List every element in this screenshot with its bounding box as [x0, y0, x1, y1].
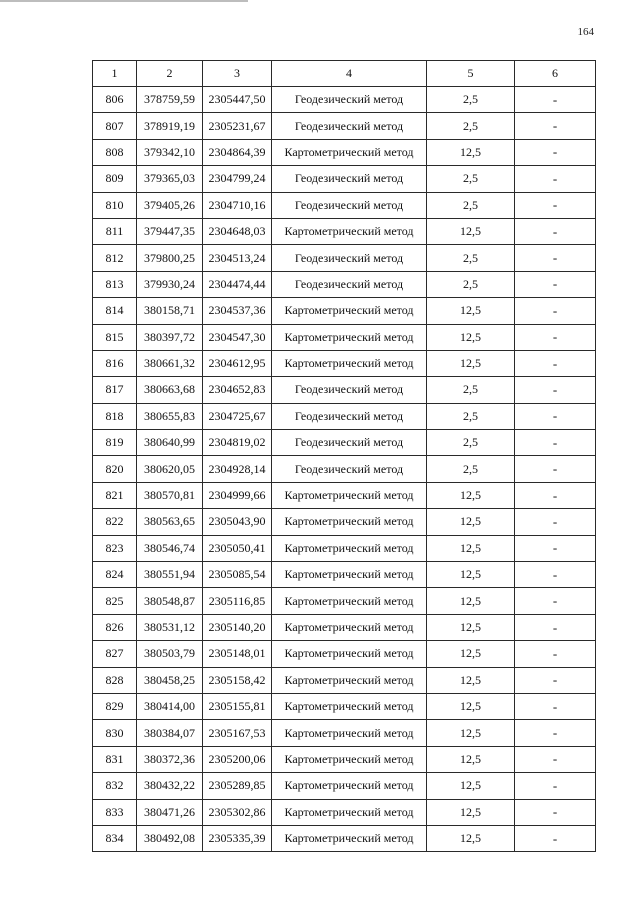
x-coordinate-cell: 380397,72	[137, 324, 203, 350]
page-number: 164	[577, 26, 594, 38]
x-coordinate-cell: 380414,00	[137, 693, 203, 719]
x-coordinate-cell: 380661,32	[137, 350, 203, 376]
method-cell: Картометрический метод	[272, 641, 427, 667]
method-cell: Картометрический метод	[272, 562, 427, 588]
table-row	[93, 192, 596, 218]
x-coordinate-cell: 379800,25	[137, 245, 203, 271]
table-header	[93, 61, 596, 87]
table-row	[93, 614, 596, 640]
header-cell-3: 3	[203, 61, 272, 87]
note-cell: -	[515, 350, 596, 376]
coordinates-table	[92, 60, 596, 852]
method-cell: Картометрический метод	[272, 667, 427, 693]
y-coordinate-cell: 2305231,67	[203, 113, 272, 139]
table-row	[93, 773, 596, 799]
note-cell: -	[515, 614, 596, 640]
note-cell: -	[515, 667, 596, 693]
accuracy-cell: 2,5	[427, 192, 515, 218]
x-coordinate-cell: 380432,22	[137, 773, 203, 799]
accuracy-cell: 2,5	[427, 166, 515, 192]
table-row	[93, 667, 596, 693]
method-cell: Картометрический метод	[272, 298, 427, 324]
y-coordinate-cell: 2304999,66	[203, 482, 272, 508]
x-coordinate-cell: 379365,03	[137, 166, 203, 192]
x-coordinate-cell: 379342,10	[137, 139, 203, 165]
point-number-cell: 816	[93, 350, 137, 376]
accuracy-cell: 12,5	[427, 773, 515, 799]
accuracy-cell: 12,5	[427, 139, 515, 165]
x-coordinate-cell: 380471,26	[137, 799, 203, 825]
x-coordinate-cell: 380158,71	[137, 298, 203, 324]
table-row	[93, 139, 596, 165]
point-number-cell: 818	[93, 403, 137, 429]
method-cell: Геодезический метод	[272, 456, 427, 482]
table-row	[93, 693, 596, 719]
method-cell: Картометрический метод	[272, 693, 427, 719]
point-number-cell: 825	[93, 588, 137, 614]
y-coordinate-cell: 2305447,50	[203, 87, 272, 113]
note-cell: -	[515, 218, 596, 244]
x-coordinate-cell: 380384,07	[137, 720, 203, 746]
y-coordinate-cell: 2304710,16	[203, 192, 272, 218]
note-cell: -	[515, 509, 596, 535]
point-number-cell: 823	[93, 535, 137, 561]
point-number-cell: 806	[93, 87, 137, 113]
table-row	[93, 562, 596, 588]
point-number-cell: 827	[93, 641, 137, 667]
accuracy-cell: 12,5	[427, 746, 515, 772]
note-cell: -	[515, 588, 596, 614]
accuracy-cell: 2,5	[427, 113, 515, 139]
note-cell: -	[515, 324, 596, 350]
y-coordinate-cell: 2304725,67	[203, 403, 272, 429]
accuracy-cell: 12,5	[427, 482, 515, 508]
x-coordinate-cell: 379405,26	[137, 192, 203, 218]
accuracy-cell: 12,5	[427, 720, 515, 746]
method-cell: Геодезический метод	[272, 403, 427, 429]
y-coordinate-cell: 2305085,54	[203, 562, 272, 588]
y-coordinate-cell: 2304652,83	[203, 377, 272, 403]
x-coordinate-cell: 378759,59	[137, 87, 203, 113]
x-coordinate-cell: 380546,74	[137, 535, 203, 561]
header-cell-2: 2	[137, 61, 203, 87]
method-cell: Геодезический метод	[272, 271, 427, 297]
note-cell: -	[515, 693, 596, 719]
x-coordinate-cell: 380551,94	[137, 562, 203, 588]
x-coordinate-cell: 380570,81	[137, 482, 203, 508]
y-coordinate-cell: 2304799,24	[203, 166, 272, 192]
point-number-cell: 821	[93, 482, 137, 508]
y-coordinate-cell: 2305116,85	[203, 588, 272, 614]
accuracy-cell: 12,5	[427, 693, 515, 719]
x-coordinate-cell: 380503,79	[137, 641, 203, 667]
point-number-cell: 812	[93, 245, 137, 271]
y-coordinate-cell: 2305200,06	[203, 746, 272, 772]
y-coordinate-cell: 2305155,81	[203, 693, 272, 719]
table-row	[93, 535, 596, 561]
header-row	[93, 61, 596, 87]
point-number-cell: 834	[93, 825, 137, 851]
accuracy-cell: 12,5	[427, 535, 515, 561]
y-coordinate-cell: 2305335,39	[203, 825, 272, 851]
table-row	[93, 482, 596, 508]
method-cell: Геодезический метод	[272, 166, 427, 192]
accuracy-cell: 12,5	[427, 509, 515, 535]
table-row	[93, 430, 596, 456]
accuracy-cell: 12,5	[427, 350, 515, 376]
note-cell: -	[515, 377, 596, 403]
table-row	[93, 166, 596, 192]
note-cell: -	[515, 113, 596, 139]
point-number-cell: 831	[93, 746, 137, 772]
table-row	[93, 509, 596, 535]
note-cell: -	[515, 139, 596, 165]
method-cell: Геодезический метод	[272, 192, 427, 218]
accuracy-cell: 2,5	[427, 456, 515, 482]
y-coordinate-cell: 2305050,41	[203, 535, 272, 561]
x-coordinate-cell: 380563,65	[137, 509, 203, 535]
y-coordinate-cell: 2304648,03	[203, 218, 272, 244]
point-number-cell: 830	[93, 720, 137, 746]
y-coordinate-cell: 2305140,20	[203, 614, 272, 640]
point-number-cell: 815	[93, 324, 137, 350]
header-cell-6: 6	[515, 61, 596, 87]
accuracy-cell: 12,5	[427, 614, 515, 640]
method-cell: Картометрический метод	[272, 535, 427, 561]
y-coordinate-cell: 2305302,86	[203, 799, 272, 825]
method-cell: Картометрический метод	[272, 350, 427, 376]
point-number-cell: 826	[93, 614, 137, 640]
method-cell: Картометрический метод	[272, 482, 427, 508]
point-number-cell: 819	[93, 430, 137, 456]
x-coordinate-cell: 380531,12	[137, 614, 203, 640]
point-number-cell: 817	[93, 377, 137, 403]
accuracy-cell: 12,5	[427, 562, 515, 588]
note-cell: -	[515, 192, 596, 218]
accuracy-cell: 2,5	[427, 377, 515, 403]
note-cell: -	[515, 746, 596, 772]
x-coordinate-cell: 378919,19	[137, 113, 203, 139]
table-row	[93, 588, 596, 614]
method-cell: Картометрический метод	[272, 614, 427, 640]
x-coordinate-cell: 380620,05	[137, 456, 203, 482]
table-row	[93, 245, 596, 271]
x-coordinate-cell: 379930,24	[137, 271, 203, 297]
note-cell: -	[515, 562, 596, 588]
method-cell: Геодезический метод	[272, 113, 427, 139]
accuracy-cell: 12,5	[427, 218, 515, 244]
table-row	[93, 218, 596, 244]
note-cell: -	[515, 245, 596, 271]
note-cell: -	[515, 641, 596, 667]
table-row	[93, 720, 596, 746]
method-cell: Картометрический метод	[272, 139, 427, 165]
top-rule	[0, 0, 248, 2]
header-cell-4: 4	[272, 61, 427, 87]
method-cell: Геодезический метод	[272, 245, 427, 271]
y-coordinate-cell: 2304928,14	[203, 456, 272, 482]
accuracy-cell: 12,5	[427, 324, 515, 350]
method-cell: Картометрический метод	[272, 773, 427, 799]
method-cell: Картометрический метод	[272, 218, 427, 244]
point-number-cell: 820	[93, 456, 137, 482]
accuracy-cell: 12,5	[427, 799, 515, 825]
accuracy-cell: 2,5	[427, 87, 515, 113]
table-row	[93, 271, 596, 297]
note-cell: -	[515, 271, 596, 297]
point-number-cell: 811	[93, 218, 137, 244]
x-coordinate-cell: 379447,35	[137, 218, 203, 244]
accuracy-cell: 12,5	[427, 667, 515, 693]
note-cell: -	[515, 773, 596, 799]
point-number-cell: 810	[93, 192, 137, 218]
accuracy-cell: 2,5	[427, 403, 515, 429]
accuracy-cell: 2,5	[427, 271, 515, 297]
y-coordinate-cell: 2304547,30	[203, 324, 272, 350]
note-cell: -	[515, 403, 596, 429]
note-cell: -	[515, 298, 596, 324]
table-row	[93, 324, 596, 350]
x-coordinate-cell: 380548,87	[137, 588, 203, 614]
table-row	[93, 87, 596, 113]
point-number-cell: 828	[93, 667, 137, 693]
y-coordinate-cell: 2305158,42	[203, 667, 272, 693]
header-cell-5: 5	[427, 61, 515, 87]
note-cell: -	[515, 799, 596, 825]
x-coordinate-cell: 380663,68	[137, 377, 203, 403]
method-cell: Картометрический метод	[272, 720, 427, 746]
y-coordinate-cell: 2305148,01	[203, 641, 272, 667]
accuracy-cell: 12,5	[427, 588, 515, 614]
method-cell: Картометрический метод	[272, 799, 427, 825]
note-cell: -	[515, 535, 596, 561]
x-coordinate-cell: 380372,36	[137, 746, 203, 772]
note-cell: -	[515, 720, 596, 746]
point-number-cell: 832	[93, 773, 137, 799]
y-coordinate-cell: 2304864,39	[203, 139, 272, 165]
point-number-cell: 814	[93, 298, 137, 324]
method-cell: Картометрический метод	[272, 588, 427, 614]
method-cell: Картометрический метод	[272, 509, 427, 535]
table-row	[93, 403, 596, 429]
note-cell: -	[515, 825, 596, 851]
point-number-cell: 807	[93, 113, 137, 139]
table-row	[93, 746, 596, 772]
x-coordinate-cell: 380640,99	[137, 430, 203, 456]
accuracy-cell: 12,5	[427, 825, 515, 851]
note-cell: -	[515, 482, 596, 508]
point-number-cell: 808	[93, 139, 137, 165]
x-coordinate-cell: 380492,08	[137, 825, 203, 851]
method-cell: Картометрический метод	[272, 324, 427, 350]
method-cell: Геодезический метод	[272, 430, 427, 456]
note-cell: -	[515, 166, 596, 192]
y-coordinate-cell: 2304537,36	[203, 298, 272, 324]
table-row	[93, 298, 596, 324]
accuracy-cell: 2,5	[427, 430, 515, 456]
table-row	[93, 641, 596, 667]
point-number-cell: 824	[93, 562, 137, 588]
table-row	[93, 350, 596, 376]
table-body	[93, 87, 596, 852]
header-cell-1: 1	[93, 61, 137, 87]
point-number-cell: 809	[93, 166, 137, 192]
y-coordinate-cell: 2304612,95	[203, 350, 272, 376]
x-coordinate-cell: 380655,83	[137, 403, 203, 429]
point-number-cell: 833	[93, 799, 137, 825]
accuracy-cell: 12,5	[427, 641, 515, 667]
table-row	[93, 825, 596, 851]
point-number-cell: 822	[93, 509, 137, 535]
y-coordinate-cell: 2305043,90	[203, 509, 272, 535]
y-coordinate-cell: 2305289,85	[203, 773, 272, 799]
point-number-cell: 813	[93, 271, 137, 297]
method-cell: Картометрический метод	[272, 746, 427, 772]
method-cell: Геодезический метод	[272, 377, 427, 403]
accuracy-cell: 12,5	[427, 298, 515, 324]
note-cell: -	[515, 87, 596, 113]
method-cell: Картометрический метод	[272, 825, 427, 851]
accuracy-cell: 2,5	[427, 245, 515, 271]
note-cell: -	[515, 430, 596, 456]
method-cell: Геодезический метод	[272, 87, 427, 113]
point-number-cell: 829	[93, 693, 137, 719]
y-coordinate-cell: 2304474,44	[203, 271, 272, 297]
table-row	[93, 113, 596, 139]
table-row	[93, 799, 596, 825]
table-row	[93, 456, 596, 482]
x-coordinate-cell: 380458,25	[137, 667, 203, 693]
table-row	[93, 377, 596, 403]
y-coordinate-cell: 2304819,02	[203, 430, 272, 456]
y-coordinate-cell: 2304513,24	[203, 245, 272, 271]
note-cell: -	[515, 456, 596, 482]
y-coordinate-cell: 2305167,53	[203, 720, 272, 746]
